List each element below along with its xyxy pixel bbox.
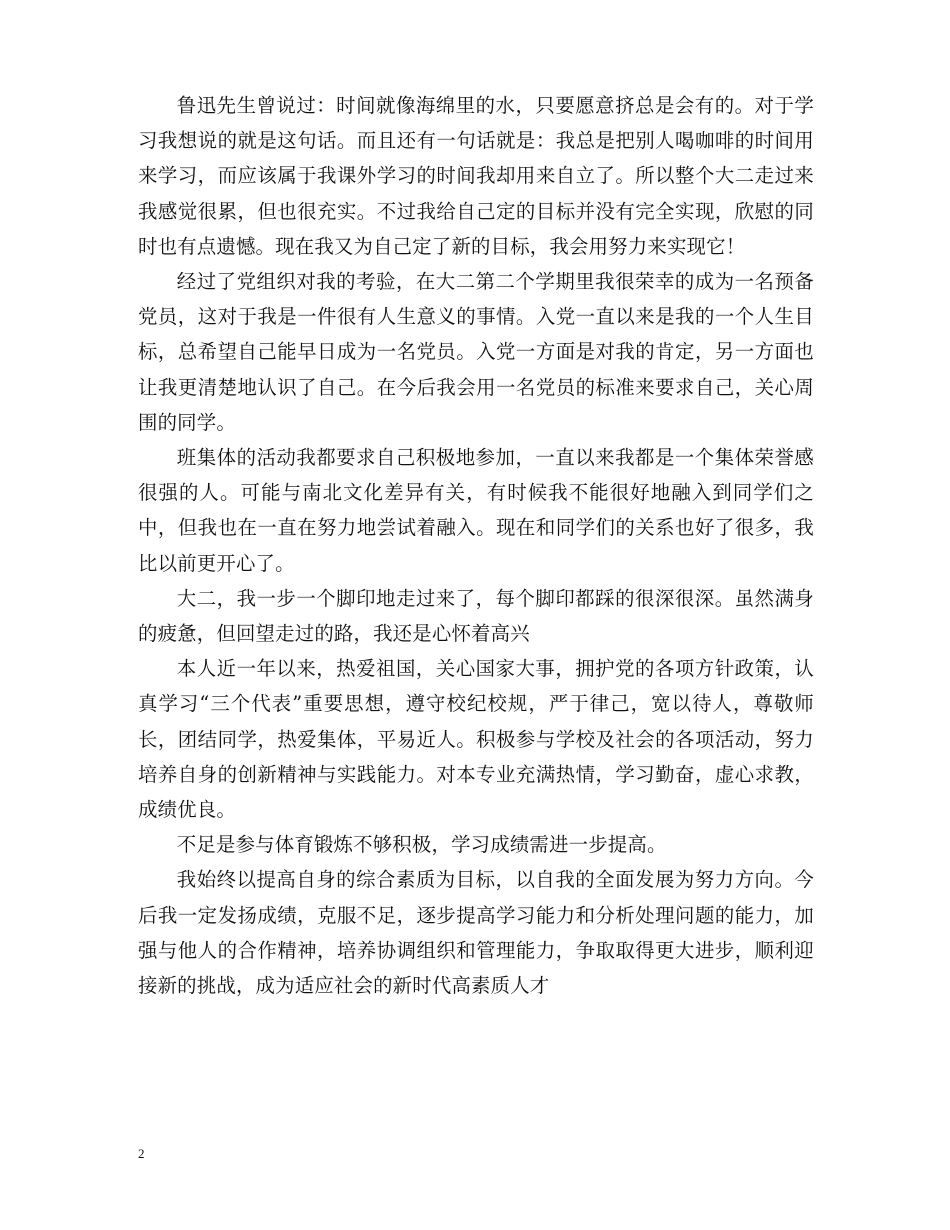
paragraph: 鲁迅先生曾说过：时间就像海绵里的水，只要愿意挤总是会有的。对于学习我想说的就是这句话。而且还有一句话就是：我总是把别人喝咖啡的时间用来学习，而应该属于我课外学习的时间我却用来自立了。所以整个大二走过来我感觉很累，但也很充实。不过我给自己定的目标并没有完全实现，欣慰的同时也有点遗憾。现在我又为自己定了新的目标，我会用努力来实现它！ [138,94,814,258]
paragraph: 本人近一年以来，热爱祖国，关心国家大事，拥护党的各项方针政策，认真学习“三个代表”重要思想，遵守校纪校规，严于律己，宽以待人，尊敬师长，团结同学，热爱集体，平易近人。积极参与学校及社会的各项活动，努力培养自身的创新精神与实践能力。对本专业充满热情，学习勤奋，虚心求教，成绩优良。 [138,657,814,822]
paragraph: 班集体的活动我都要求自己积极地参加，一直以来我都是一个集体荣誉感很强的人。可能与南北文化差异有关，有时候我不能很好地融入到同学们之中，但我也在一直在努力地尝试着融入。现在和同学们的关系也好了很多，我比以前更开心了。 [138,446,814,575]
paragraph: 大二，我一步一个脚印地走过来了，每个脚印都踩的很深很深。虽然满身的疲惫，但回望走过的路，我还是心怀着高兴 [138,586,814,646]
paragraph: 我始终以提高自身的综合素质为目标，以自我的全面发展为努力方向。今后我一定发扬成绩，克服不足，逐步提高学习能力和分析处理问题的能力，加强与他人的合作精神，培养协调组织和管理能力，争取取得更大进步，顺利迎接新的挑战，成为适应社会的新时代高素质人才 [138,868,814,998]
paragraph: 经过了党组织对我的考验，在大二第二个学期里我很荣幸的成为一名预备党员，这对于我是一件很有人生意义的事情。入党一直以来是我的一个人生目标，总希望自己能早日成为一名党员。入党一方面是对我的肯定，另一方面也让我更清楚地认识了自己。在今后我会用一名党员的标准来要求自己，关心周围的同学。 [138,270,814,434]
paragraph: 不足是参与体育锻炼不够积极，学习成绩需进一步提高。 [176,833,667,857]
document-body [138,88,814,1003]
page-number: 2 [138,1146,145,1161]
